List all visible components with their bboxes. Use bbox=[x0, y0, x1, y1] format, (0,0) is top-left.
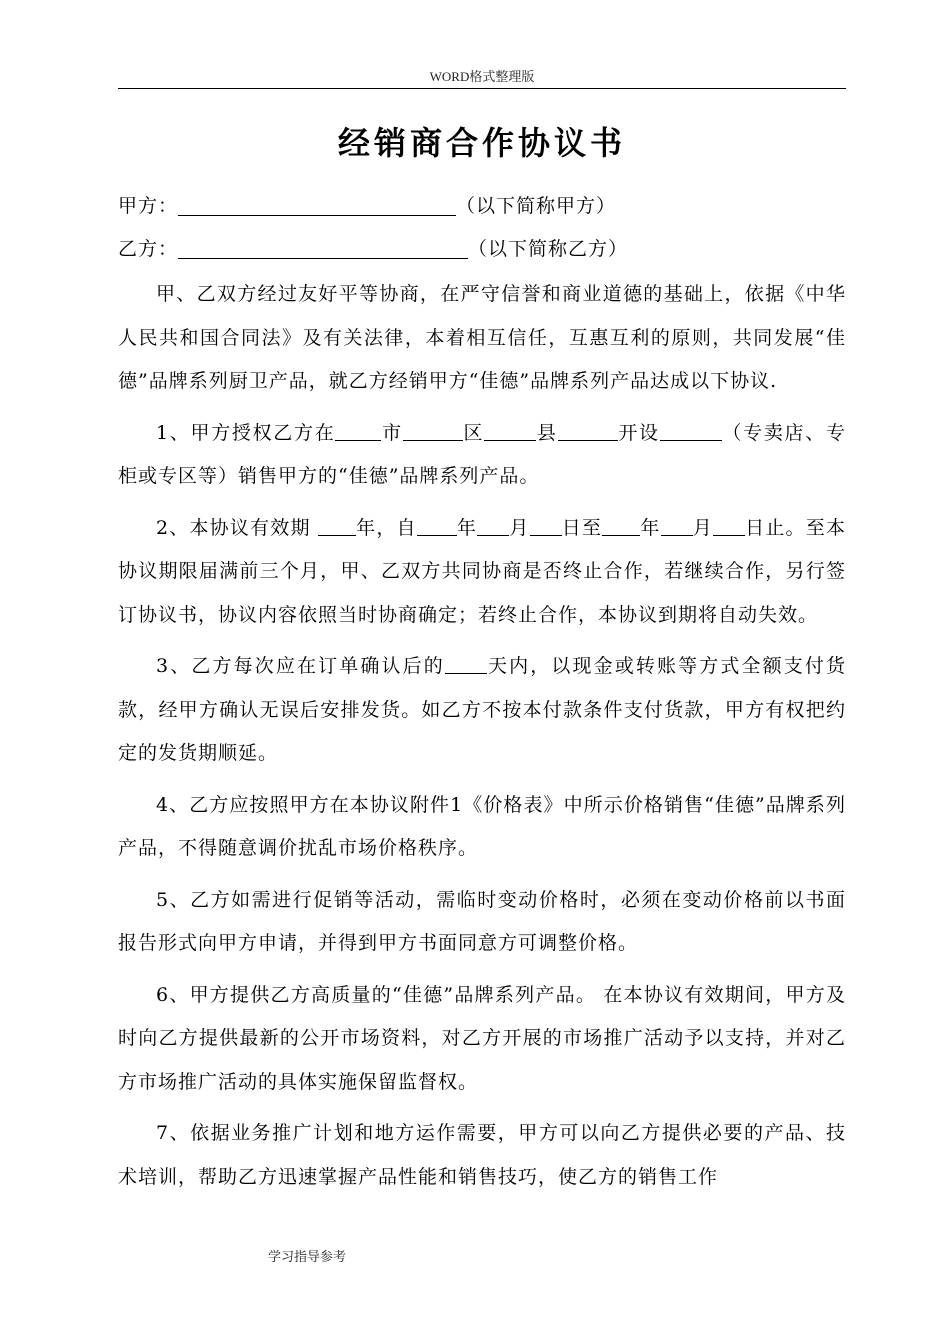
intro-paragraph: 甲、乙双方经过友好平等协商，在严守信誉和商业道德的基础上，依据《中华人民共和国合同法》及有关法律，本着相互信任，互惠互利的原则，共同发展“佳德”品牌系列厨卫产品，就乙方经销甲方“佳德”品牌系列产品达成以下协议. bbox=[118, 283, 846, 392]
start-month-blank[interactable] bbox=[477, 519, 509, 536]
clause-2-text: 年 bbox=[456, 516, 478, 539]
county-blank[interactable] bbox=[484, 424, 536, 441]
party-a-line bbox=[118, 191, 616, 218]
end-month-blank[interactable] bbox=[661, 519, 693, 536]
city-blank[interactable] bbox=[335, 424, 381, 441]
start-year-blank[interactable] bbox=[417, 519, 457, 536]
end-year-blank[interactable] bbox=[602, 519, 640, 536]
page-header: WORD格式整理版 bbox=[429, 69, 535, 84]
clause-7: 7、依据业务推广计划和地方运作需要，甲方可以向乙方提供必要的产品、技术培训，帮助乙方迅速掌握产品性能和销售技巧，使乙方的销售工作 bbox=[118, 1122, 846, 1188]
clause-2-text: 月 bbox=[692, 516, 713, 539]
clause-2-text: 2、本协议有效期 bbox=[156, 516, 318, 539]
agreement-body bbox=[118, 273, 846, 1199]
clause-3-text: 天内，以现金或转账等方式全额支付货款，经甲方确认无误后安排发货。如乙方不按本付款条件支付货款，甲方有权把约定的发货期顺延。 bbox=[118, 655, 846, 764]
clause-2-text: 日止。至本协议期限届满前三个月，甲、乙双方共同协商是否终止合作，若继续合作，另行签订协议书，协议内容依照当时协商确定；若终止合作，本协议到期将自动失效。 bbox=[118, 516, 846, 626]
party-a-note: （以下简称甲方） bbox=[456, 195, 617, 217]
document-title: 经销商合作协议书 bbox=[337, 124, 626, 162]
page-footer: 学习指导参考 bbox=[268, 1250, 347, 1265]
party-b-blank[interactable] bbox=[178, 240, 468, 259]
clause-2 bbox=[118, 507, 846, 638]
clause-5: 5、乙方如需进行促销等活动，需临时变动价格时，必须在变动价格前以书面报告形式向甲方申请，并得到甲方书面同意方可调整价格。 bbox=[118, 888, 846, 954]
clause-2-text: 年 bbox=[640, 516, 661, 539]
start-day-blank[interactable] bbox=[530, 519, 562, 536]
clause-1-text: 市 bbox=[381, 421, 403, 444]
clause-2-text: 月 bbox=[509, 516, 530, 539]
end-day-blank[interactable] bbox=[713, 519, 745, 536]
clause-1-text: 县 bbox=[536, 421, 558, 444]
party-a-blank[interactable] bbox=[178, 197, 456, 216]
clause-2-text: 日至 bbox=[561, 516, 603, 539]
payment-days-blank[interactable] bbox=[445, 657, 487, 674]
party-a-label: 甲方： bbox=[118, 195, 179, 217]
clause-3 bbox=[118, 645, 846, 776]
party-b-note: （以下简称乙方） bbox=[468, 238, 629, 260]
store-type-blank[interactable] bbox=[660, 424, 722, 441]
clause-6: 6、甲方提供乙方高质量的“佳德”品牌系列产品。 在本协议有效期间，甲方及时向乙方提供最新的公开市场资料，对乙方开展的市场推广活动予以支持，并对乙方市场推广活动的具体实施保留监督权。 bbox=[118, 983, 846, 1093]
clause-1-text: 开设 bbox=[617, 421, 660, 444]
clause-1-text: 1、甲方授权乙方在 bbox=[156, 421, 336, 444]
clause-1 bbox=[118, 412, 846, 499]
clause-4: 4、乙方应按照甲方在本协议附件1《价格表》中所示价格销售“佳德”品牌系列产品，不得随意调价扰乱市场价格秩序。 bbox=[118, 793, 846, 859]
clause-3-text: 3、乙方每次应在订单确认后的 bbox=[156, 655, 445, 677]
location-blank[interactable] bbox=[558, 424, 618, 441]
clause-1-text: （专卖店、专柜或专区等）销售甲方的“佳德”品牌系列产品。 bbox=[118, 421, 846, 487]
district-blank[interactable] bbox=[403, 424, 463, 441]
term-years-blank[interactable] bbox=[318, 519, 356, 536]
header-divider bbox=[118, 88, 846, 89]
clause-1-text: 区 bbox=[462, 421, 485, 444]
clause-2-text: 年，自 bbox=[355, 516, 417, 539]
party-b-label: 乙方： bbox=[118, 238, 179, 260]
party-b-line bbox=[118, 234, 628, 261]
